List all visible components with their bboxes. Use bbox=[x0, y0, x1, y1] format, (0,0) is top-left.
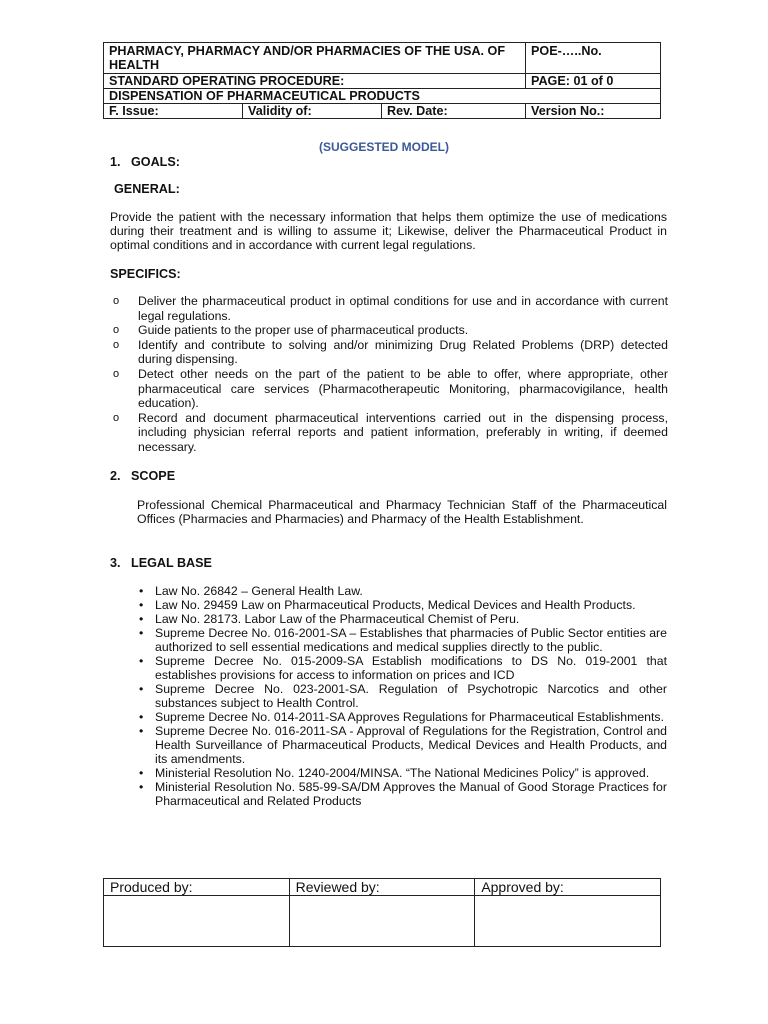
approval-table bbox=[103, 878, 661, 947]
general-paragraph: Provide the patient with the necessary information that helps them optimize the use of medications during their treatment and is willing to assume it; Likewise, deliver the Pharmaceutical Product in optimal conditions and in accordance with current legal regulations. bbox=[110, 210, 667, 252]
list-marker: o bbox=[113, 295, 120, 307]
list-item: • Ministerial Resolution No. 585-99-SA/DM Approves the Manual of Good Storage Practices for Pharmaceutical and Related Products bbox=[139, 780, 667, 808]
bullet-marker: • bbox=[139, 598, 144, 612]
list-marker: o bbox=[113, 411, 120, 424]
list-marker: o bbox=[113, 324, 120, 337]
list-item: • Supreme Decree No. 016-2001-SA – Establishes that pharmacies of Public Sector entities are authorized to sell essential medications and medical supplies directly to the public. bbox=[139, 626, 667, 654]
legal-base-heading: 3. LEGAL BASE bbox=[110, 556, 212, 570]
produced-by-signature-cell bbox=[104, 896, 290, 947]
bullet-marker: • bbox=[139, 710, 144, 724]
bullet-marker: • bbox=[139, 612, 144, 626]
list-item: o Guide patients to the proper use of pharmaceutical products. bbox=[113, 323, 469, 338]
scope-paragraph: Professional Chemical Pharmaceutical and Pharmacy Technician Staff of the Pharmaceutical Offices (Pharmacies and Pharmacies) and Pharmacy of the Health Establishment. bbox=[137, 498, 667, 526]
document-title-cell: DISPENSATION OF PHARMACEUTICAL PRODUCTS bbox=[104, 89, 661, 104]
reviewed-by-signature-cell bbox=[289, 896, 475, 947]
produced-by-label: Produced by: bbox=[104, 879, 290, 896]
list-item: • Supreme Decree No. 015-2009-SA Establish modifications to DS No. 019-2001 that establishes provisions for access to information on prices and ICD bbox=[139, 654, 667, 682]
list-marker: o bbox=[113, 367, 120, 380]
suggested-model-label: (SUGGESTED MODEL) bbox=[318, 140, 449, 154]
list-item: • Law No. 28173. Labor Law of the Pharmaceutical Chemist of Peru. bbox=[139, 612, 520, 626]
bullet-marker: • bbox=[139, 626, 144, 640]
approved-by-signature-cell bbox=[475, 896, 661, 947]
list-item: • Supreme Decree No. 023-2001-SA. Regulation of Psychotropic Narcotics and other substances subject to Health Control. bbox=[139, 682, 667, 710]
list-item: • Law No. 29459 Law on Pharmaceutical Products, Medical Devices and Health Products. bbox=[139, 598, 636, 612]
list-item: • Supreme Decree No. 016-2011-SA - Approval of Regulations for the Registration, Control and Health Surveillance of Pharmaceutical Products, Medical Devices and Health Products, and its amendments. bbox=[139, 724, 667, 766]
list-item: o Identify and contribute to solving and/or minimizing Drug Related Problems (DRP) detected during dispensing. bbox=[113, 337, 668, 367]
bullet-marker: • bbox=[139, 584, 144, 598]
general-heading: GENERAL: bbox=[114, 182, 180, 196]
validity-cell: Validity of: bbox=[243, 104, 382, 119]
reviewed-by-label: Reviewed by: bbox=[289, 879, 475, 896]
bullet-marker: • bbox=[139, 780, 144, 794]
approved-by-label: Approved by: bbox=[475, 879, 661, 896]
list-item: • Supreme Decree No. 014-2011-SA Approves Regulations for Pharmaceutical Establishments. bbox=[139, 710, 664, 724]
list-item: o Deliver the pharmaceutical product in optimal conditions for use and in accordance with current legal regulations. bbox=[113, 294, 668, 323]
header-table bbox=[103, 42, 661, 119]
list-item: • Ministerial Resolution No. 1240-2004/MINSA. “The National Medicines Policy” is approved. bbox=[139, 766, 650, 780]
scope-heading: 2. SCOPE bbox=[110, 469, 176, 483]
version-cell: Version No.: bbox=[526, 104, 661, 119]
specifics-list bbox=[112, 294, 668, 455]
list-marker: o bbox=[113, 338, 120, 351]
list-item: o Detect other needs on the part of the patient to be able to offer, where appropriate, other pharmaceutical care services (Pharmacotherapeutic Monitoring, pharmacovigilance, health education). bbox=[113, 366, 668, 411]
list-item: • Law No. 26842 – General Health Law. bbox=[139, 584, 363, 598]
goals-heading: 1. GOALS: bbox=[110, 155, 180, 169]
specifics-heading: SPECIFICS: bbox=[110, 267, 181, 281]
bullet-marker: • bbox=[139, 724, 144, 738]
bullet-marker: • bbox=[139, 766, 144, 780]
legal-base-list bbox=[136, 584, 667, 808]
poe-number-cell: POE-…..No. bbox=[526, 43, 661, 74]
issue-date-cell: F. Issue: bbox=[104, 104, 243, 119]
sop-cell: STANDARD OPERATING PROCEDURE: bbox=[104, 74, 526, 89]
institution-cell: PHARMACY, PHARMACY AND/OR PHARMACIES OF THE USA. OF HEALTH bbox=[104, 43, 526, 74]
bullet-marker: • bbox=[139, 682, 144, 696]
bullet-marker: • bbox=[139, 654, 144, 668]
page-number-cell: PAGE: 01 of 0 bbox=[526, 74, 661, 89]
revision-date-cell: Rev. Date: bbox=[382, 104, 526, 119]
list-item: o Record and document pharmaceutical interventions carried out in the dispensing process, including physician referral reports and patient information, preferably in writing, if deemed necessary. bbox=[113, 410, 668, 454]
